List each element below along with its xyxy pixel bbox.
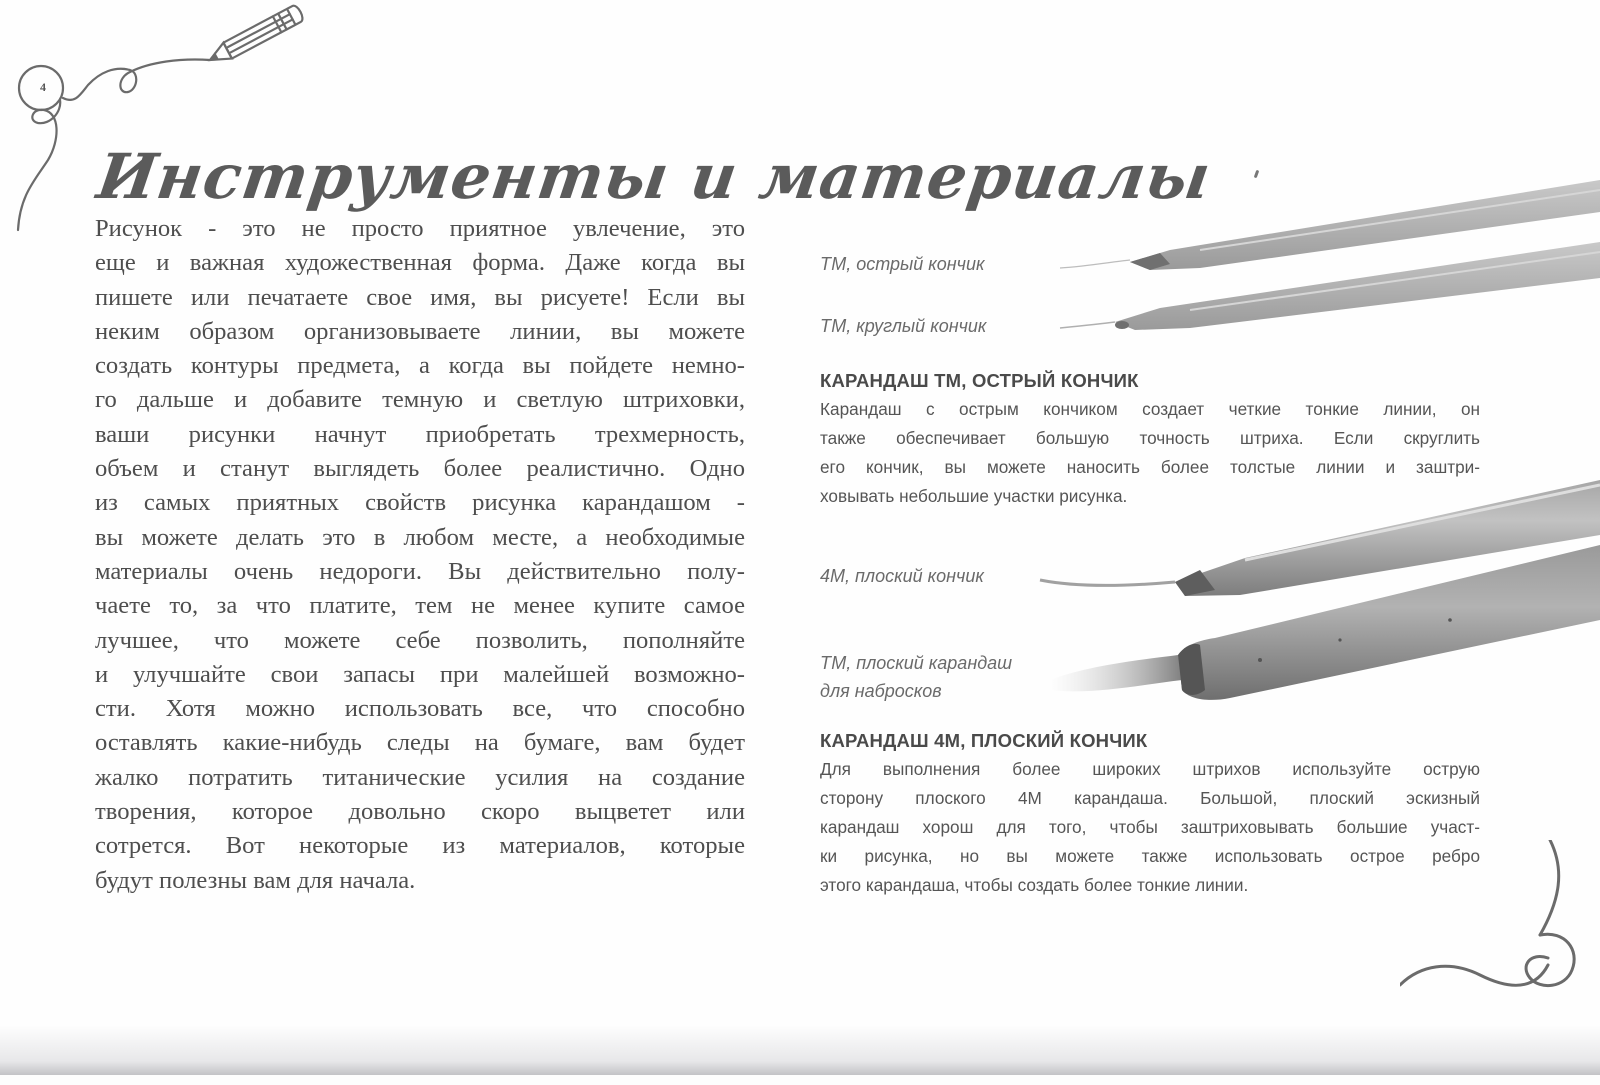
- section-line: также обеспечивает большую точность штриха. Если скруглить: [820, 428, 1480, 448]
- intro-line: творения, которое довольно скоро выцветет или: [95, 798, 745, 826]
- caption-tm-round: ТМ, круглый кончик: [820, 316, 987, 336]
- intro-line: оставлять какие-нибудь следы на бумаге, вам будет: [95, 729, 745, 757]
- caption-4m-flat: 4М, плоский кончик: [820, 566, 984, 586]
- section-line: сторону плоского 4М карандаша. Большой, плоский эскизный: [820, 788, 1480, 808]
- section-heading-4m-flat: КАРАНДАШ 4М, ПЛОСКИЙ КОНЧИК: [820, 730, 1148, 751]
- caption-tm-flat-line1: ТМ, плоский карандаш: [820, 653, 1013, 673]
- section-line: Для выполнения более широких штрихов используйте острую: [820, 759, 1480, 779]
- caption-tm-sharp: ТМ, острый кончик: [820, 254, 985, 274]
- page-bottom-edge: [0, 1075, 1600, 1085]
- corner-swirl-ornament-icon: [1400, 840, 1600, 1020]
- intro-line: еще и важная художественная форма. Даже когда вы: [95, 249, 745, 277]
- section-body-tm-sharp: [820, 395, 1480, 511]
- section-line: Карандаш с острым кончиком создает четкие тонкие линии, он: [820, 399, 1480, 419]
- intro-line: объем и станут выглядеть более реалистично. Одно: [95, 455, 745, 483]
- intro-line: Рисунок - это не просто приятное увлечение, это: [95, 215, 745, 242]
- page-number: 4: [40, 80, 46, 94]
- intro-line: жалко потратить титанические усилия на создание: [95, 763, 745, 791]
- section-line: ки рисунка, но вы можете также использовать острое ребро: [820, 846, 1480, 866]
- caption-tm-flat-line2: для набросков: [820, 681, 942, 701]
- section-line: его кончик, вы можете наносить более толстые линии и заштри-: [820, 457, 1480, 477]
- section-line: карандаш хорош для того, чтобы заштриховывать большие участ-: [820, 817, 1480, 837]
- pencil-tm-round-icon: [1060, 242, 1600, 330]
- intro-line: сти. Хотя можно использовать все, что способно: [95, 695, 745, 723]
- intro-line: из самых приятных свойств рисунка карандашом -: [95, 489, 745, 517]
- intro-line: лучшее, что можете себе позволить, пополняйте: [95, 626, 745, 654]
- section-line: этого карандаша, чтобы создать более тонкие линии.: [820, 875, 1249, 895]
- intro-line: вы можете делать это в любом месте, а необходимые: [95, 523, 745, 551]
- intro-line: сотрется. Вот некоторые из материалов, которые: [95, 832, 745, 860]
- section-line: ховывать небольшие участки рисунка.: [820, 486, 1128, 506]
- intro-line: материалы очень недороги. Вы действительно полу-: [95, 557, 745, 585]
- intro-line: чаете то, за что платите, тем не менее купите самое: [95, 592, 745, 620]
- page-title: Инструменты и материалы: [92, 139, 1216, 213]
- intro-line: ваши рисунки начнут приобретать трехмерность,: [95, 420, 745, 448]
- section-heading-tm-sharp: КАРАНДАШ ТМ, ОСТРЫЙ КОНЧИК: [820, 370, 1139, 391]
- intro-line: и улучшайте свои запасы при малейшей возможно-: [95, 660, 745, 688]
- intro-line: создать контуры предмета, а когда вы пойдете немно-: [95, 352, 745, 380]
- intro-line: пишете или печатаете свое имя, вы рисуете! Если вы: [95, 283, 745, 311]
- section-body-4m-flat: [820, 755, 1480, 900]
- intro-line: го дальше и добавите темную и светлую штриховки,: [95, 386, 745, 414]
- intro-line: будут полезны вам для начала.: [95, 866, 416, 894]
- intro-paragraph: [95, 212, 745, 898]
- intro-line: неким образом организовываете линии, вы можете: [95, 317, 745, 345]
